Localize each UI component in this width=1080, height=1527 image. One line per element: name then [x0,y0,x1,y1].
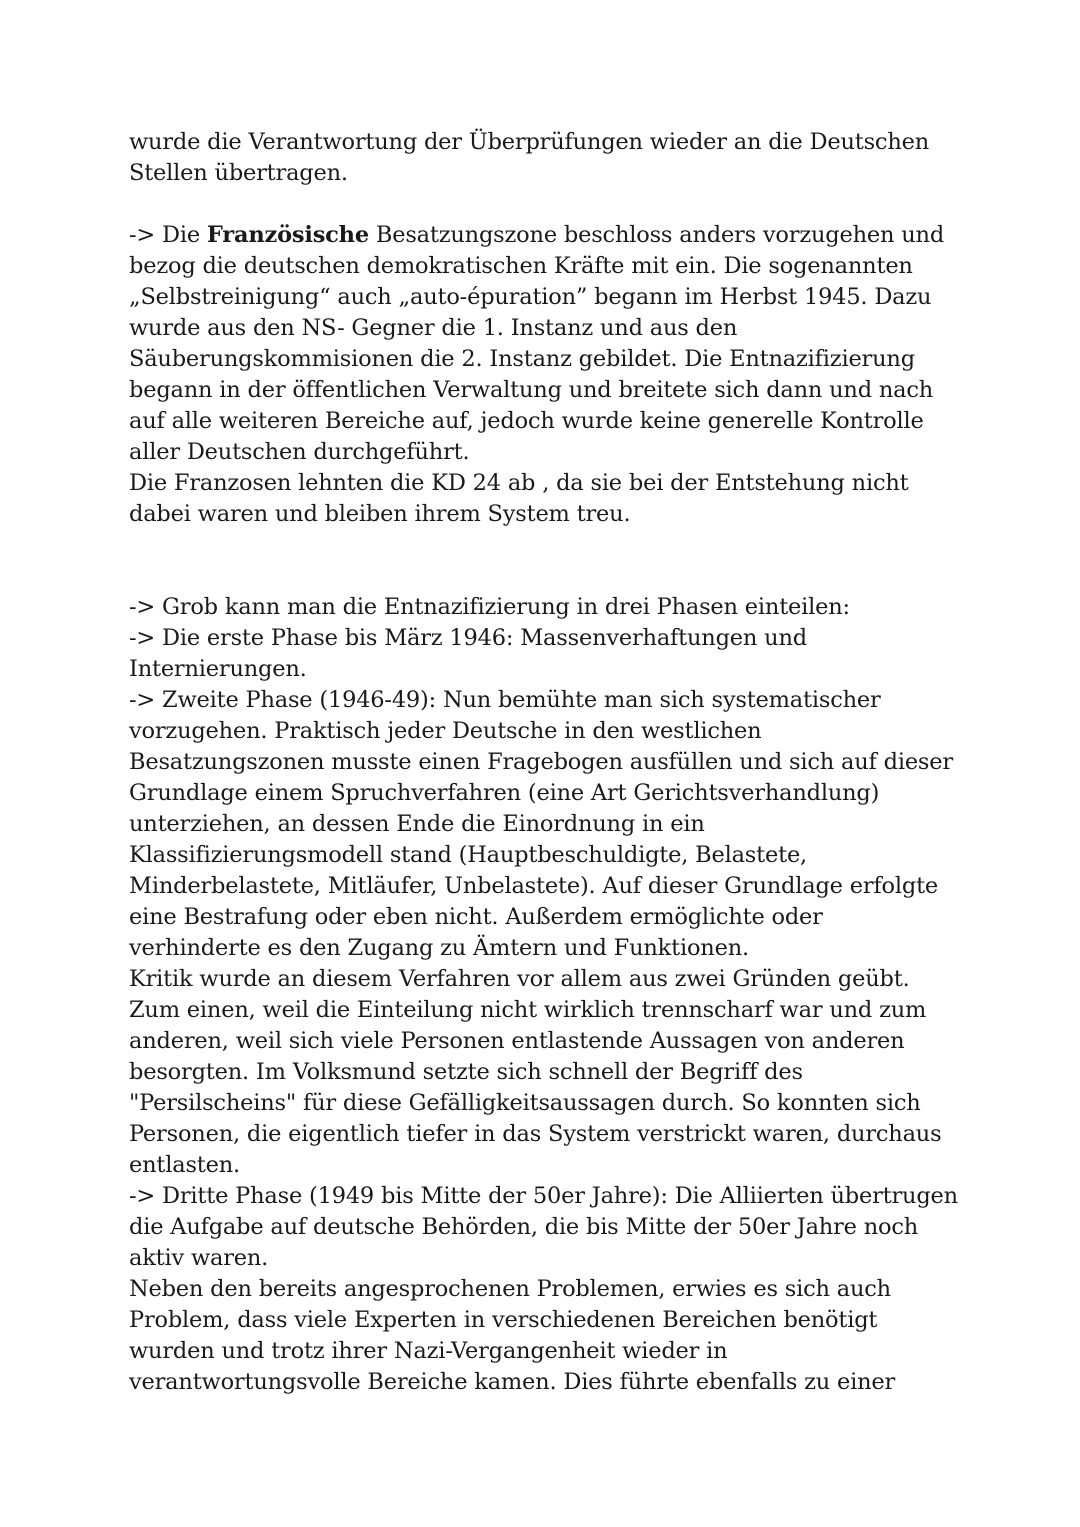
text-line: verhinderte es den Zugang zu Ämtern und Funktionen. [129,935,749,961]
text-line: Neben den bereits angesprochenen Problemen, erwies es sich auch [129,1276,891,1302]
text-line: besorgten. Im Volksmund setzte sich schnell der Begriff des [129,1059,803,1085]
text-line: Säuberungskommisionen die 2. Instanz gebildet. Die Entnazifizierung [129,346,915,372]
text-line: wurde aus den NS- Gegner die 1. Instanz und aus den [129,315,738,341]
bold-term: Französische [206,222,369,248]
text-line: Zum einen, weil die Einteilung nicht wirklich trennscharf war und zum [129,997,927,1023]
text-line: wurde die Verantwortung der Überprüfungen wieder an die Deutschen [129,129,930,155]
text-line: Personen, die eigentlich tiefer in das System verstrickt waren, durchaus [129,1121,942,1147]
text-line: "Persilscheins" für diese Gefälligkeitsaussagen durch. So konnten sich [129,1090,921,1116]
text-line: eine Bestrafung oder eben nicht. Außerdem ermöglichte oder [129,904,823,930]
text-line: entlasten. [129,1152,241,1178]
text-line: -> Die erste Phase bis März 1946: Massenverhaftungen und [129,625,807,651]
text-line: vorzugehen. Praktisch jeder Deutsche in den westlichen [129,718,762,744]
text-line: Kritik wurde an diesem Verfahren vor allem aus zwei Gründen geübt. [129,966,910,992]
text-line: -> Zweite Phase (1946-49): Nun bemühte man sich systematischer [129,687,881,713]
text-line: „Selbstreinigung“ auch „auto-épuration” begann im Herbst 1945. Dazu [129,284,932,310]
text-line: die Aufgabe auf deutsche Behörden, die bis Mitte der 50er Jahre noch [129,1214,919,1240]
text-line: -> Grob kann man die Entnazifizierung in drei Phasen einteilen: [129,594,850,620]
text-line: anderen, weil sich viele Personen entlastende Aussagen von anderen [129,1028,905,1054]
text-line: auf alle weiteren Bereiche auf, jedoch wurde keine generelle Kontrolle [129,408,924,434]
text-line: Grundlage einem Spruchverfahren (eine Art Gerichtsverhandlung) [129,780,880,806]
text-line: aller Deutschen durchgeführt. [129,439,470,465]
text-line: Klassifizierungsmodell stand (Hauptbeschuldigte, Belastete, [129,842,808,868]
document-page [129,127,959,1398]
text-line: aktiv waren. [129,1245,269,1271]
text-line: Minderbelastete, Mitläufer, Unbelastete). Auf dieser Grundlage erfolgte [129,873,939,899]
paragraph-spacer [129,189,959,220]
text-line: dabei waren und bleiben ihrem System treu. [129,501,631,527]
text-line [129,220,959,251]
text-line: wurden und trotz ihrer Nazi-Vergangenheit wieder in [129,1338,728,1364]
text-line: Problem, dass viele Experten in verschiedenen Bereichen benötigt [129,1307,878,1333]
text-line: Internierungen. [129,656,307,682]
text-line: Stellen übertragen. [129,160,348,186]
paragraph-spacer [129,530,959,592]
text-line: begann in der öffentlichen Verwaltung und breitete sich dann und nach [129,377,934,403]
text-line: verantwortungsvolle Bereiche kamen. Dies führte ebenfalls zu einer [129,1369,896,1395]
text-line: bezog die deutschen demokratischen Kräfte mit ein. Die sogenannten [129,253,913,279]
text-line: Die Franzosen lehnten die KD 24 ab , da sie bei der Entstehung nicht [129,470,909,496]
paragraph-phases [129,592,959,1398]
text-fragment: Besatzungszone beschloss anders vorzugehen und [368,222,945,248]
paragraph-1 [129,127,959,189]
text-line: -> Dritte Phase (1949 bis Mitte der 50er Jahre): Die Alliierten übertrugen [129,1183,958,1209]
text-line: unterziehen, an dessen Ende die Einordnung in ein [129,811,705,837]
paragraph-french-zone [129,220,959,530]
text-line: Besatzungszonen musste einen Fragebogen ausfüllen und sich auf dieser [129,749,953,775]
text-fragment: -> Die [129,222,207,248]
